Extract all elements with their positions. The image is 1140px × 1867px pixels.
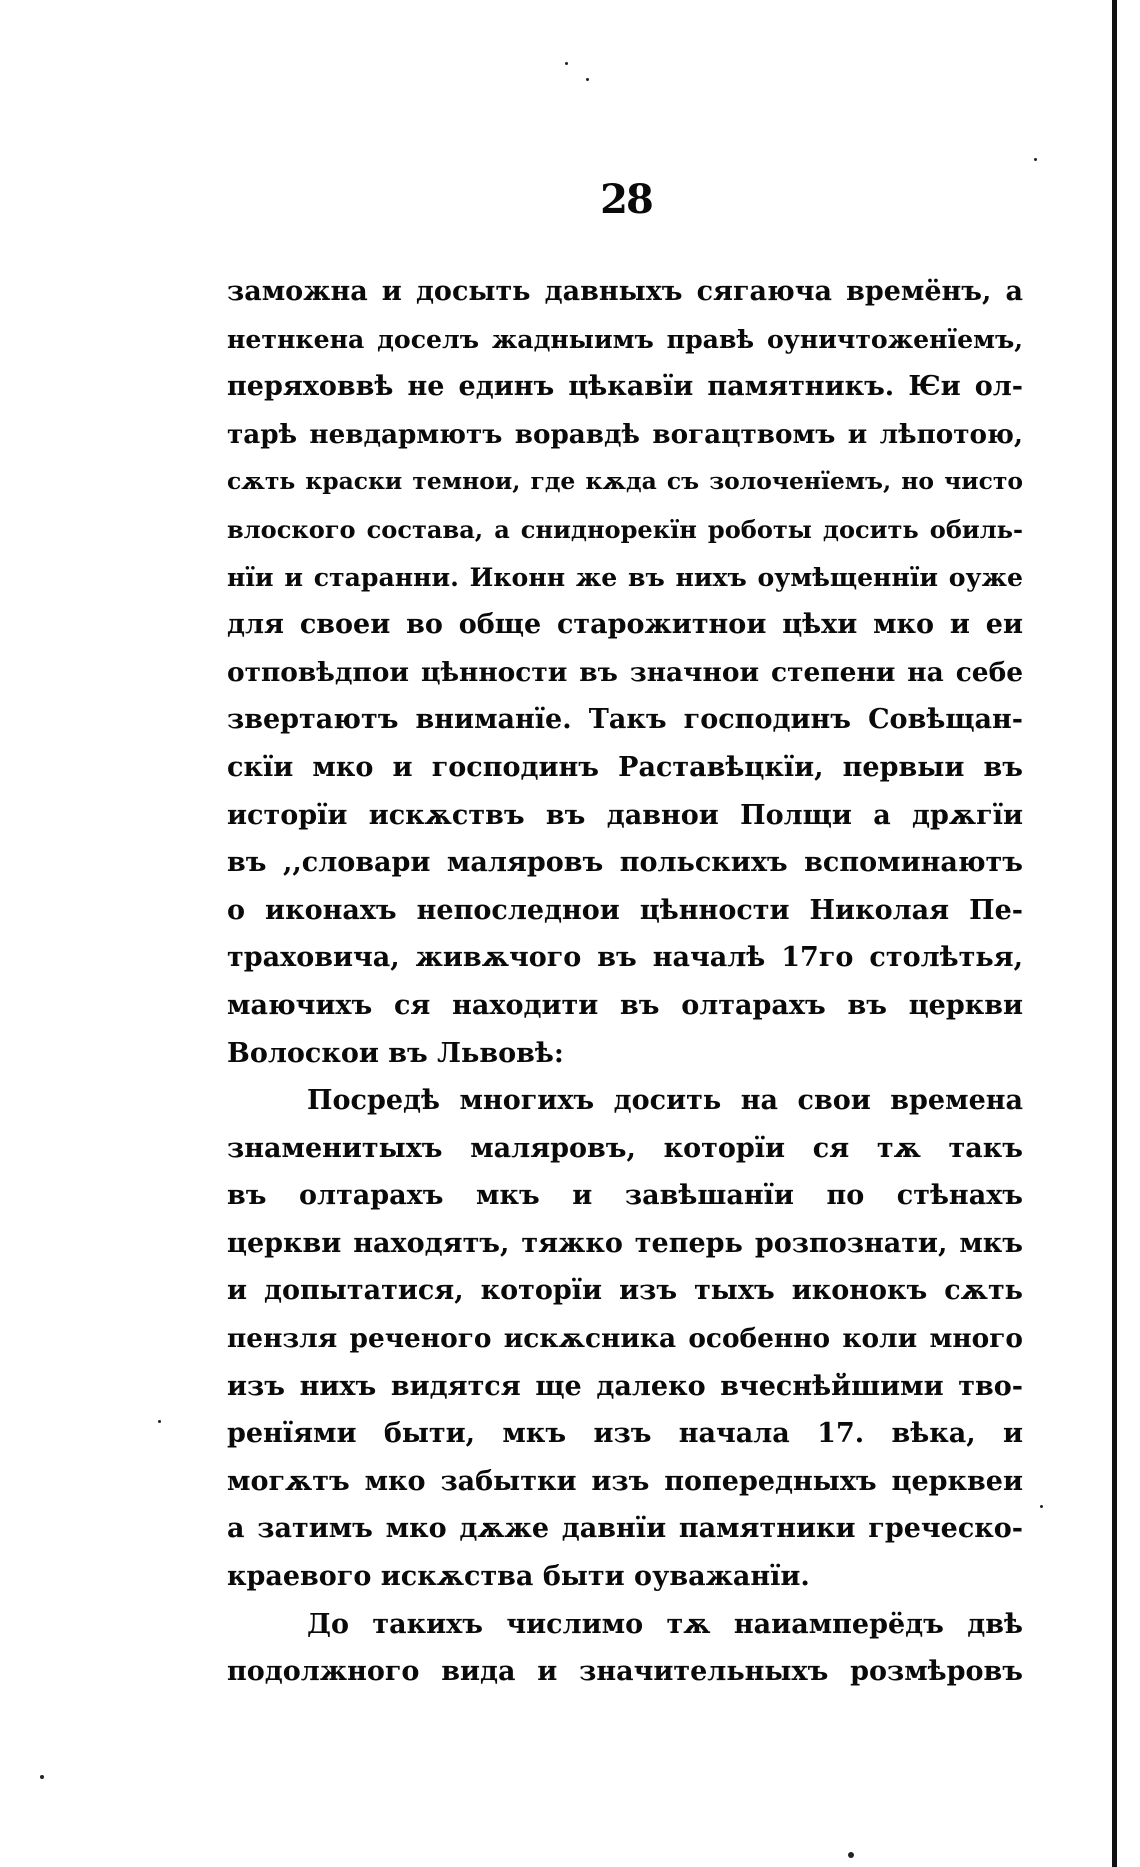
scan-speck [586,78,589,81]
text-line: маючихъ ся находити въ олтарахъ въ церкви [227,989,1023,1021]
text-line: сѫть краски темнои, где кѫда съ золоченїемъ, но чисто [227,467,1023,496]
scan-speck [1040,1505,1043,1508]
text-line: ренїями быти, мкъ изъ начала 17. вѣка, и [227,1418,1023,1450]
text-line: въ олтарахъ мкъ и завѣшанїи по стѣнахъ [227,1180,1023,1212]
text-line: Волоскои въ Львовѣ: [227,1037,564,1069]
text-line: краевого искѫства быти оуважанїи. [227,1561,810,1593]
scan-speck [40,1775,44,1779]
text-line: въ ,,словари маляровъ польскихъ вспоминаютъ [227,847,1023,879]
scan-speck [1034,158,1037,161]
text-line: нїи и старанни. Иконн же въ нихъ оумѣщеннїи оуже [227,561,1023,592]
text-line: и допытатися, которїи изъ тыхъ иконокъ сѫть [227,1275,1023,1307]
text-line: подолжного вида и значительныхъ розмѣровъ [227,1656,1023,1688]
text-line: звертаютъ вниманїе. Такъ господинъ Совѣщан- [227,704,1023,736]
text-line: а затимъ мко дѫже давнїи памятники греческо- [227,1513,1023,1545]
text-line: изъ нихъ видятся ще далеко вчеснѣйшими тво- [227,1370,1023,1402]
text-line: До такихъ числимо тѫ наиамперёдъ двѣ [307,1608,1023,1640]
scan-speck [848,1852,854,1858]
text-line: скїи мко и господинъ Раставѣцкїи, первыи въ [227,751,1023,783]
text-line: отповѣдпои цѣнности въ значнои степени на себе [227,656,1023,688]
text-line: влоского состава, а сниднорекїн роботы досить обиль- [227,514,1023,544]
text-line: для своеи во обще старожитнои цѣхи мко и еи [227,609,1023,641]
scan-speck [565,62,568,65]
text-line: исторїи искѫствъ въ давнои Полщи а дрѫгїи [227,799,1023,831]
scan-speck [158,1420,161,1423]
text-line: нетнкена доселъ жадныимъ правѣ оуничтоженїемъ, [227,323,1023,354]
text-line: заможна и досыть давныхъ сягаюча времёнъ, а [227,276,1023,307]
text-line: церкви находятъ, тяжко теперь розпознати, мкъ [227,1227,1023,1259]
text-line: могѫтъ мко забытки изъ попередныхъ церквеи [227,1465,1023,1497]
body-text [227,268,1023,1696]
text-line: о иконахъ непоследнои цѣнности Николая Пе- [227,894,1023,926]
text-line: перяховвѣ не единъ цѣкавїи памятникъ. Ѥи ол- [227,371,1023,403]
page-number: 28 [600,176,652,223]
text-line: пензля реченого искѫсника особенно коли много [227,1323,1023,1355]
text-line: тарѣ невдармютъ воравдѣ вогацтвомъ и лѣпотою, [227,418,1023,450]
text-line: Посредѣ многихъ досить на свои времена [307,1085,1023,1117]
text-line: знаменитыхъ маляровъ, которїи ся тѫ такъ [227,1132,1023,1164]
text-line: траховича, живѫчого въ началѣ 17го столѣтья, [227,942,1023,974]
page-edge-rule [1112,0,1117,1867]
